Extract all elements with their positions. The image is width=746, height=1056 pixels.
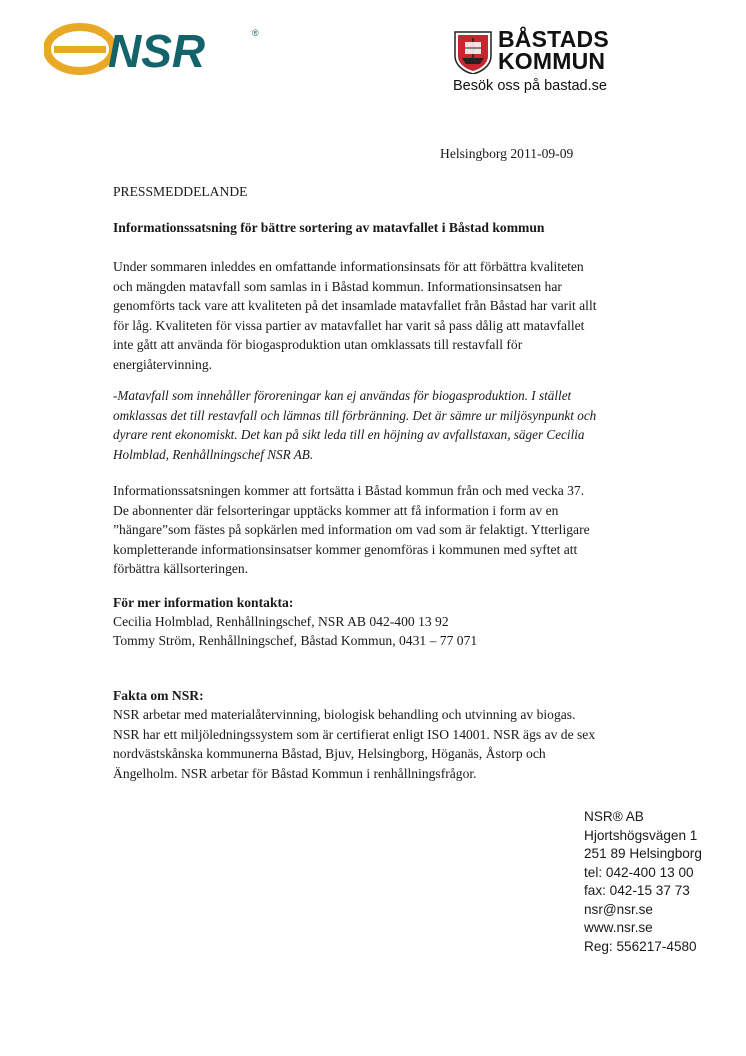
- headline: Informationssatsning för bättre sortering av matavfallet i Båstad kommun: [113, 220, 545, 235]
- paragraph-intro: Under sommaren inleddes en omfattande informationsinsats för att förbättra kvaliteten och mängden matavfall som samlas in i Båstad kommun. Informationsinsatsen har genomförts tack vare att kvaliteten på det insamlade matavfallet från Båstad har varit allt för låg. Kvaliteten för vissa partier av matavfallet har varit så pass dålig att matavfallet inte gått att använda för biogasproduktion utan omklassats till restavfall för energiåtervinning.: [113, 259, 597, 372]
- nsr-logo-graphic: [44, 22, 264, 76]
- address-tel: tel: 042-400 13 00: [584, 864, 694, 880]
- nsr-logo-text: NSR: [108, 25, 206, 76]
- bastad-kommun-logo: [453, 28, 623, 98]
- nsr-logo-mark: ®: [252, 28, 259, 38]
- address-web: www.nsr.se: [584, 920, 653, 935]
- kommun-tagline: Besök oss på bastad.se: [453, 78, 607, 94]
- address-company: NSR® AB: [584, 809, 644, 824]
- address-street: Hjortshögsvägen 1: [584, 827, 698, 843]
- document-type: PRESSMEDDELANDE: [113, 184, 248, 199]
- kommun-name-line1: BÅSTADS: [498, 26, 609, 52]
- contact-heading: För mer information kontakta:: [113, 595, 294, 610]
- bastad-crest-icon: [453, 30, 493, 74]
- contact-line: Tommy Ström, Renhållningschef, Båstad Kommun, 0431 – 77 071: [113, 633, 478, 648]
- nsr-logo: [44, 22, 264, 76]
- kommun-name: [498, 28, 609, 72]
- facts-paragraph: NSR arbetar med materialåtervinning, biologisk behandling och utvinning av biogas. NSR har ett miljöledningssystem som är certifierat enligt ISO 14001. NSR ägs av de sex nordvästskånska kommunerna Båstad, Bjuv, Helsingborg, Höganäs, Åstorp och Ängelholm. NSR arbetar för Båstad Kommun i renhållningsfrågor.: [113, 707, 596, 781]
- address-fax: fax: 042-15 37 73: [584, 883, 690, 898]
- kommun-name-line2: KOMMUN: [498, 48, 606, 74]
- contact-line: Cecilia Holmblad, Renhållningschef, NSR AB 042-400 13 92: [113, 614, 449, 629]
- facts-heading: Fakta om NSR:: [113, 688, 204, 703]
- place-date: Helsingborg 2011-09-09: [440, 146, 574, 161]
- address-block: [584, 808, 702, 956]
- quote-paragraph: -Matavfall som innehåller föroreningar kan ej användas för biogasproduktion. I stället omklassas det till restavfall och lämnas till förbränning. Det är sämre ur miljösynpunkt och dyrare rent ekonomiskt. Det kan på sikt leda till en höjning av avfallstaxan, säger Cecilia Holmblad, Renhållningschef NSR AB.: [113, 388, 597, 462]
- address-reg: Reg: 556217-4580: [584, 938, 697, 954]
- address-email: nsr@nsr.se: [584, 901, 653, 917]
- address-postal: 251 89 Helsingborg: [584, 846, 702, 861]
- paragraph-continuation: Informationssatsningen kommer att fortsätta i Båstad kommun från och med vecka 37. De abonnenter där felsorteringar upptäcks kommer att få information i form av en ”hängare”som fästes på sopkärlen med information om vad som är felaktigt. Ytterligare kompletterande informationsinsatser kommer genomföras i kommunen med syftet att förbättra källsorteringen.: [113, 483, 590, 576]
